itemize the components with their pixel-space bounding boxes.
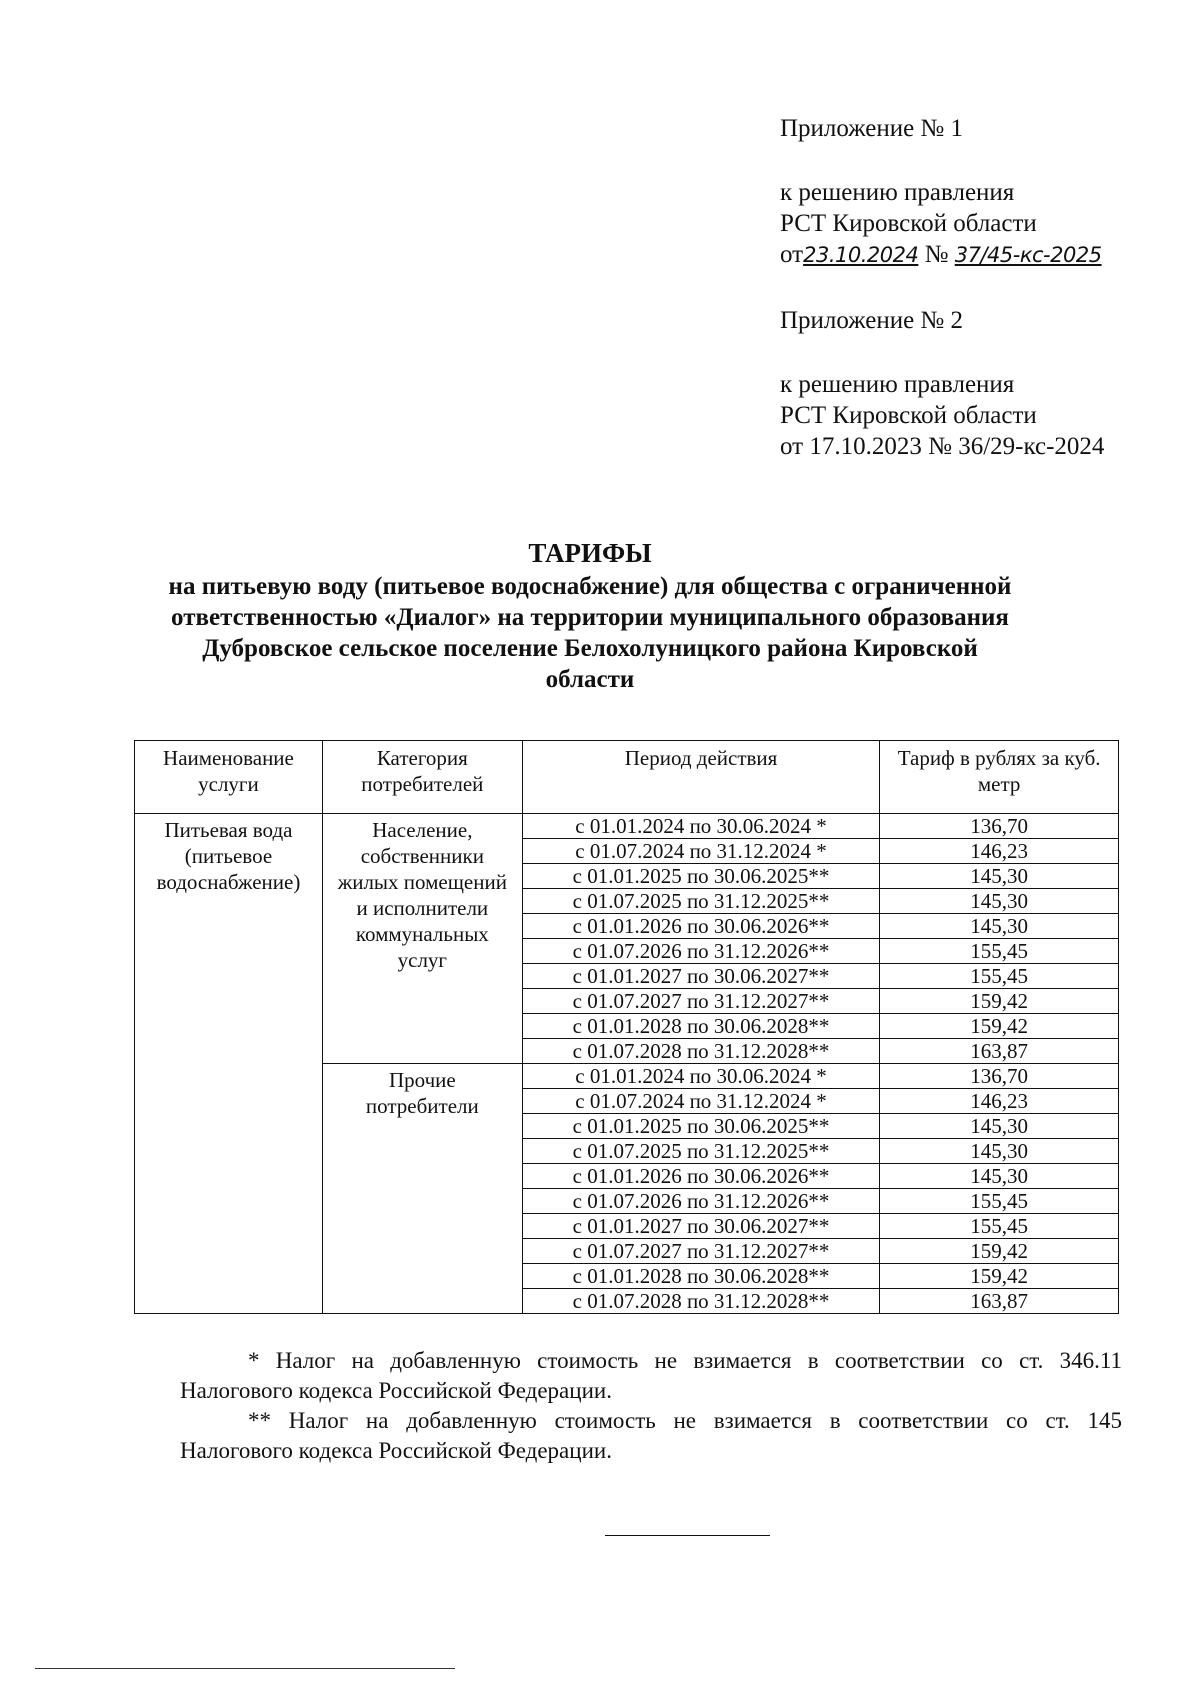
- category-line: коммунальных: [355, 922, 489, 946]
- date-prefix: от: [780, 241, 804, 268]
- note-1-line1: * Налог на добавленную стоимость не взимается в соответствии со ст. 346.11: [248, 1348, 1122, 1373]
- service-line3: водоснабжение): [156, 870, 301, 894]
- header-tariff-line1: Тариф в рублях за куб.: [897, 746, 1101, 770]
- cell-period: с 01.01.2026 по 30.06.2026**: [522, 914, 880, 939]
- cell-period: с 01.01.2028 по 30.06.2028**: [522, 1014, 880, 1039]
- cell-period: с 01.07.2024 по 31.12.2024 *: [522, 839, 880, 864]
- cell-tariff: 145,30: [880, 864, 1119, 889]
- cell-period: с 01.07.2028 по 31.12.2028**: [522, 1039, 880, 1064]
- appendix-2-ref-line1: к решению правления: [780, 371, 1015, 398]
- cell-tariff: 146,23: [880, 1089, 1119, 1114]
- header-service: [135, 741, 323, 814]
- cell-tariff: 155,45: [880, 939, 1119, 964]
- header-tariff: [880, 741, 1119, 814]
- title-line1: на питьевую воду (питьевое водоснабжение) для общества с ограниченной: [168, 573, 1012, 600]
- cell-period: с 01.01.2024 по 30.06.2024 *: [522, 1064, 880, 1089]
- cell-tariff: 159,42: [880, 1014, 1119, 1039]
- cell-category: [322, 814, 522, 1064]
- category-line: Население,: [372, 818, 473, 842]
- cell-category: [322, 1064, 522, 1314]
- cell-period: с 01.07.2028 по 31.12.2028**: [522, 1289, 880, 1314]
- category-line: собственники: [360, 844, 484, 868]
- cell-tariff: 146,23: [880, 839, 1119, 864]
- category-line: Прочие: [388, 1068, 456, 1092]
- note-1-line2: Налогового кодекса Российской Федерации.: [180, 1378, 612, 1403]
- cell-period: с 01.01.2027 по 30.06.2027**: [522, 1214, 880, 1239]
- footnotes: [180, 1346, 1122, 1466]
- cell-period: с 01.07.2025 по 31.12.2025**: [522, 889, 880, 914]
- appendix-2-title: Приложение № 2: [780, 307, 964, 334]
- cell-period: с 01.01.2026 по 30.06.2026**: [522, 1164, 880, 1189]
- cell-service: [135, 814, 323, 1314]
- cell-period: с 01.01.2027 по 30.06.2027**: [522, 964, 880, 989]
- cell-tariff: 159,42: [880, 989, 1119, 1014]
- note-2-line1: ** Налог на добавленную стоимость не взимается в соответствии со ст. 145: [248, 1408, 1122, 1433]
- header-category-line2: потребителей: [361, 772, 484, 796]
- category-line: жилых помещений: [337, 870, 507, 894]
- header-category: [322, 741, 522, 814]
- cell-tariff: 145,30: [880, 1139, 1119, 1164]
- cell-tariff: 145,30: [880, 889, 1119, 914]
- header-tariff-line2: метр: [977, 772, 1021, 796]
- cell-period: с 01.01.2028 по 30.06.2028**: [522, 1264, 880, 1289]
- cell-tariff: 159,42: [880, 1239, 1119, 1264]
- appendix-1-ref-line1: к решению правления: [780, 179, 1015, 206]
- cell-tariff: 163,87: [880, 1039, 1119, 1064]
- cell-tariff: 163,87: [880, 1289, 1119, 1314]
- cell-tariff: 145,30: [880, 1114, 1119, 1139]
- title-line3: Дубровское сельское поселение Белохолуницкого района Кировской: [202, 635, 978, 662]
- category-line: и исполнители: [356, 896, 489, 920]
- end-divider: [605, 1535, 770, 1536]
- appendix-1-title: Приложение № 1: [780, 115, 964, 142]
- cell-period: с 01.01.2025 по 30.06.2025**: [522, 1114, 880, 1139]
- handwritten-number: 37/45-кс-2025: [954, 243, 1102, 267]
- header-period: Период действия: [522, 741, 880, 814]
- cell-tariff: 136,70: [880, 1064, 1119, 1089]
- cell-tariff: 145,30: [880, 1164, 1119, 1189]
- appendix-2-ref-line3: от 17.10.2023 № 36/29-кс-2024: [780, 433, 1105, 460]
- table-row: [135, 814, 1119, 839]
- cell-period: с 01.07.2024 по 31.12.2024 *: [522, 1089, 880, 1114]
- header-service-line2: услуги: [198, 772, 259, 796]
- appendix-1-block: [780, 113, 1102, 271]
- cell-period: с 01.07.2027 по 31.12.2027**: [522, 989, 880, 1014]
- cell-period: с 01.07.2025 по 31.12.2025**: [522, 1139, 880, 1164]
- footer-rule: [35, 1668, 455, 1669]
- cell-period: с 01.07.2026 по 31.12.2026**: [522, 939, 880, 964]
- title-line4: области: [545, 666, 635, 693]
- number-prefix: №: [924, 241, 949, 268]
- cell-tariff: 145,30: [880, 914, 1119, 939]
- note-2-line2: Налогового кодекса Российской Федерации.: [180, 1438, 612, 1463]
- header-service-line1: Наименование: [163, 746, 294, 770]
- appendix-1-date-line: [780, 239, 1102, 271]
- handwritten-date: 23.10.2024: [803, 243, 919, 267]
- cell-period: с 01.01.2024 по 30.06.2024 *: [522, 814, 880, 839]
- service-line2: (питьевое: [184, 844, 273, 868]
- cell-tariff: 159,42: [880, 1264, 1119, 1289]
- cell-tariff: 155,45: [880, 1214, 1119, 1239]
- cell-period: с 01.07.2026 по 31.12.2026**: [522, 1189, 880, 1214]
- cell-tariff: 155,45: [880, 964, 1119, 989]
- cell-tariff: 136,70: [880, 814, 1119, 839]
- cell-period: с 01.01.2025 по 30.06.2025**: [522, 864, 880, 889]
- title-heading: ТАРИФЫ: [528, 538, 652, 568]
- appendix-2-ref-line2: РСТ Кировской области: [780, 402, 1037, 429]
- appendix-2-block: [780, 305, 1104, 462]
- table-header-row: [135, 741, 1119, 814]
- cell-period: с 01.07.2027 по 31.12.2027**: [522, 1239, 880, 1264]
- tariff-table: [134, 740, 1119, 1314]
- header-category-line1: Категория: [376, 746, 468, 770]
- cell-tariff: 155,45: [880, 1189, 1119, 1214]
- service-line1: Питьевая вода: [164, 818, 293, 842]
- category-line: потребители: [365, 1094, 479, 1118]
- document-title: [150, 538, 1030, 695]
- title-line2: ответственностью «Диалог» на территории муниципального образования: [171, 604, 1009, 631]
- category-line: услуг: [397, 948, 448, 972]
- appendix-1-ref-line2: РСТ Кировской области: [780, 210, 1037, 237]
